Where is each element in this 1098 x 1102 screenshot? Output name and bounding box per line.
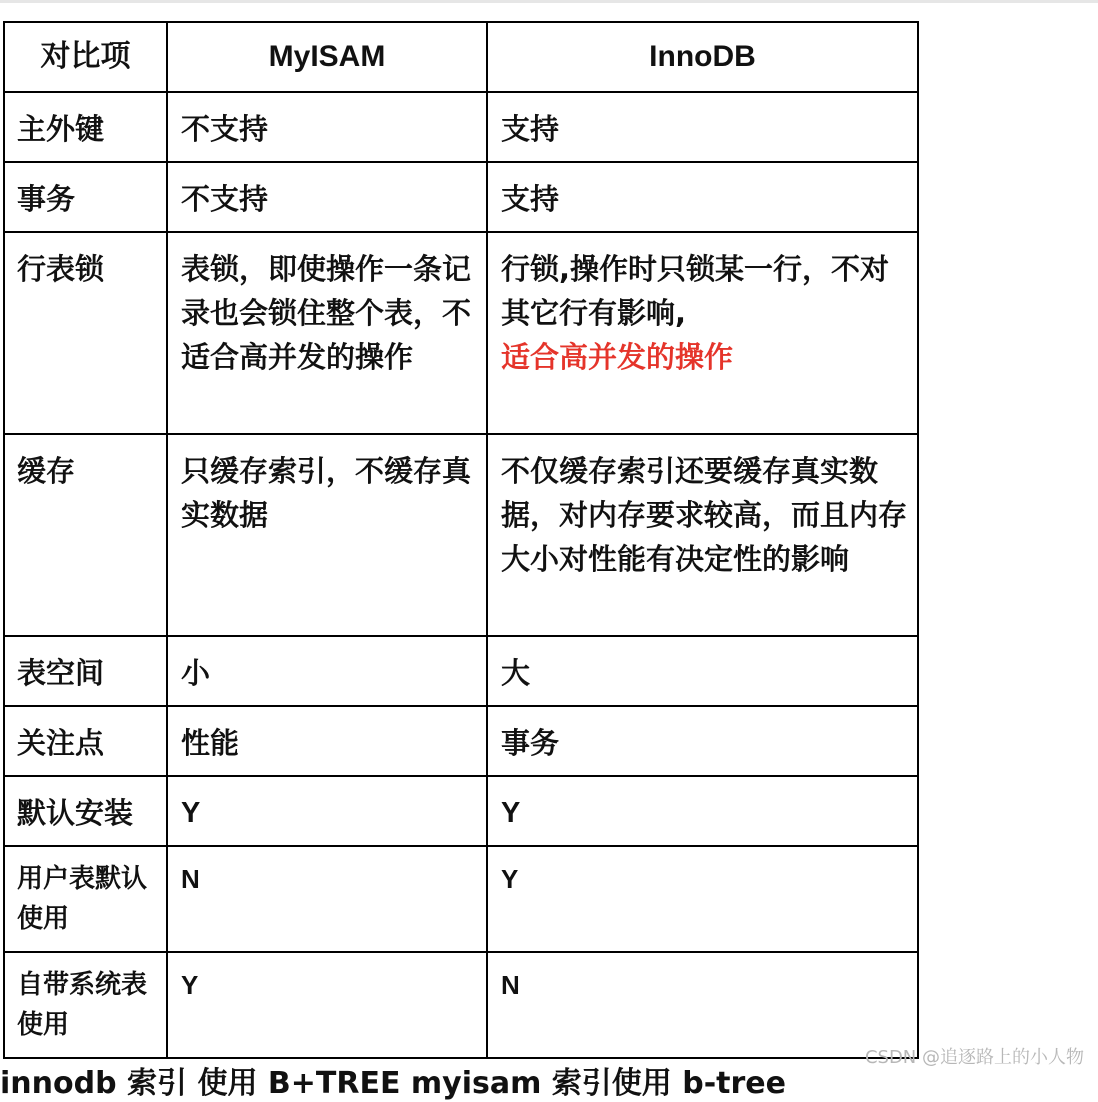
table-row [4, 636, 918, 706]
header-myisam: MyISAM [167, 22, 487, 92]
top-divider [0, 0, 1098, 3]
header-innodb: InnoDB [487, 22, 918, 92]
table-row [4, 706, 918, 776]
myisam-value: 不支持 [181, 112, 269, 146]
innodb-value: 支持 [501, 182, 560, 216]
innodb-value: N [501, 970, 520, 1000]
row-label: 缓存 [17, 454, 76, 488]
row-label: 用户表默认使用 [17, 864, 148, 934]
myisam-value: 小 [181, 656, 211, 690]
table-row [4, 952, 918, 1058]
myisam-value: 性能 [181, 726, 240, 760]
row-label: 自带系统表使用 [17, 970, 148, 1040]
row-label: 关注点 [17, 726, 105, 760]
innodb-value-group [488, 233, 917, 379]
table-row [4, 92, 918, 162]
table-row [4, 434, 918, 636]
innodb-value: 大 [501, 656, 531, 690]
row-label: 主外键 [17, 112, 105, 146]
header-item: 对比项 [4, 22, 167, 92]
innodb-value: Y [501, 797, 521, 829]
innodb-highlight: 适合高并发的操作 [501, 340, 734, 374]
table-row [4, 162, 918, 232]
comparison-table [3, 21, 919, 1059]
myisam-value: 表锁，即使操作一条记录也会锁住整个表，不适合高并发的操作 [181, 252, 472, 374]
innodb-value: 支持 [501, 112, 560, 146]
table-row [4, 232, 918, 434]
myisam-value: N [181, 864, 200, 894]
innodb-value: Y [501, 864, 519, 894]
table-row [4, 846, 918, 952]
watermark: CSDN @追逐路上的小人物 [864, 1047, 1084, 1068]
row-label: 默认安装 [17, 796, 134, 830]
myisam-value: Y [181, 970, 199, 1000]
innodb-value: 不仅缓存索引还要缓存真实数据，对内存要求较高，而且内存大小对性能有决定性的影响 [501, 454, 908, 576]
row-label: 表空间 [17, 656, 105, 690]
footer-text: innodb 索引 使用 B+TREE myisam 索引使用 b-tree [0, 1066, 786, 1101]
row-label: 事务 [17, 182, 76, 216]
innodb-value: 事务 [501, 726, 560, 760]
myisam-value: Y [181, 797, 201, 829]
innodb-value: 行锁,操作时只锁某一行，不对其它行有影响, [501, 252, 890, 330]
row-label: 行表锁 [17, 252, 105, 286]
myisam-value: 不支持 [181, 182, 269, 216]
table-header-row [4, 22, 918, 92]
myisam-value: 只缓存索引，不缓存真实数据 [181, 454, 472, 532]
table-row [4, 776, 918, 846]
